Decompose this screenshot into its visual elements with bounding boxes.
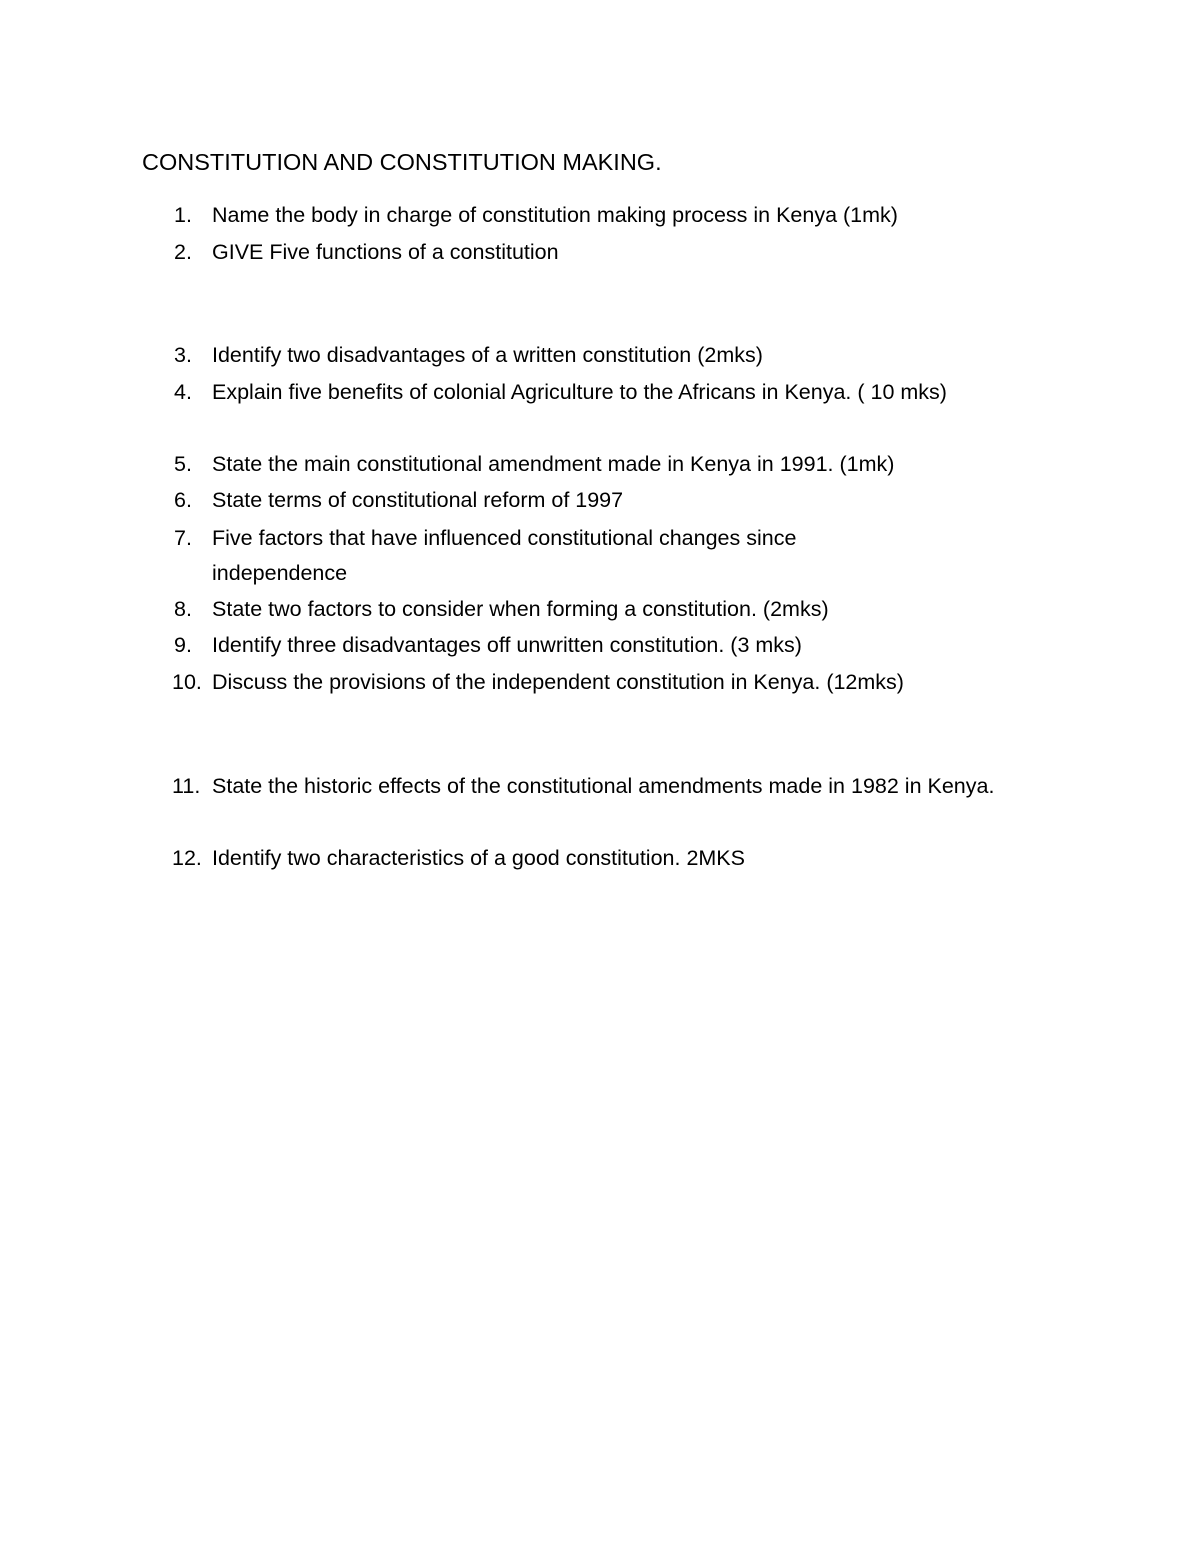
question-text: Identify two characteristics of a good constitution. 2MKS: [212, 846, 745, 870]
question-number: 12.: [172, 846, 202, 870]
question-number: 6.: [174, 488, 192, 512]
question-text: Identify three disadvantages off unwritten constitution. (3 mks): [212, 633, 802, 657]
question-text: State the main constitutional amendment made in Kenya in 1991. (1mk): [212, 452, 895, 476]
question-number: 8.: [174, 597, 192, 621]
question-number: 9.: [174, 633, 192, 657]
question-number: 2.: [174, 240, 192, 264]
question-text: Explain five benefits of colonial Agriculture to the Africans in Kenya. ( 10 mks): [212, 380, 947, 404]
question-text: GIVE Five functions of a constitution: [212, 240, 559, 264]
question-number: 11.: [172, 774, 201, 798]
question-number: 3.: [174, 343, 192, 367]
question-text: Name the body in charge of constitution making process in Kenya (1mk): [212, 203, 898, 227]
question-text: State the historic effects of the constitutional amendments made in 1982 in Kenya.: [212, 774, 995, 798]
question-number: 7.: [174, 526, 192, 550]
question-number: 10.: [172, 670, 202, 694]
question-text: Five factors that have influenced constitutional changes since independence: [212, 526, 797, 585]
question-number: 4.: [174, 380, 192, 404]
question-text: State two factors to consider when forming a constitution. (2mks): [212, 597, 829, 621]
question-number: 1.: [174, 203, 192, 227]
document-title: CONSTITUTION AND CONSTITUTION MAKING.: [142, 149, 662, 175]
question-text: Discuss the provisions of the independent constitution in Kenya. (12mks): [212, 670, 904, 694]
question-text: Identify two disadvantages of a written constitution (2mks): [212, 343, 763, 367]
question-text: State terms of constitutional reform of 1997: [212, 488, 624, 512]
question-number: 5.: [174, 452, 192, 476]
